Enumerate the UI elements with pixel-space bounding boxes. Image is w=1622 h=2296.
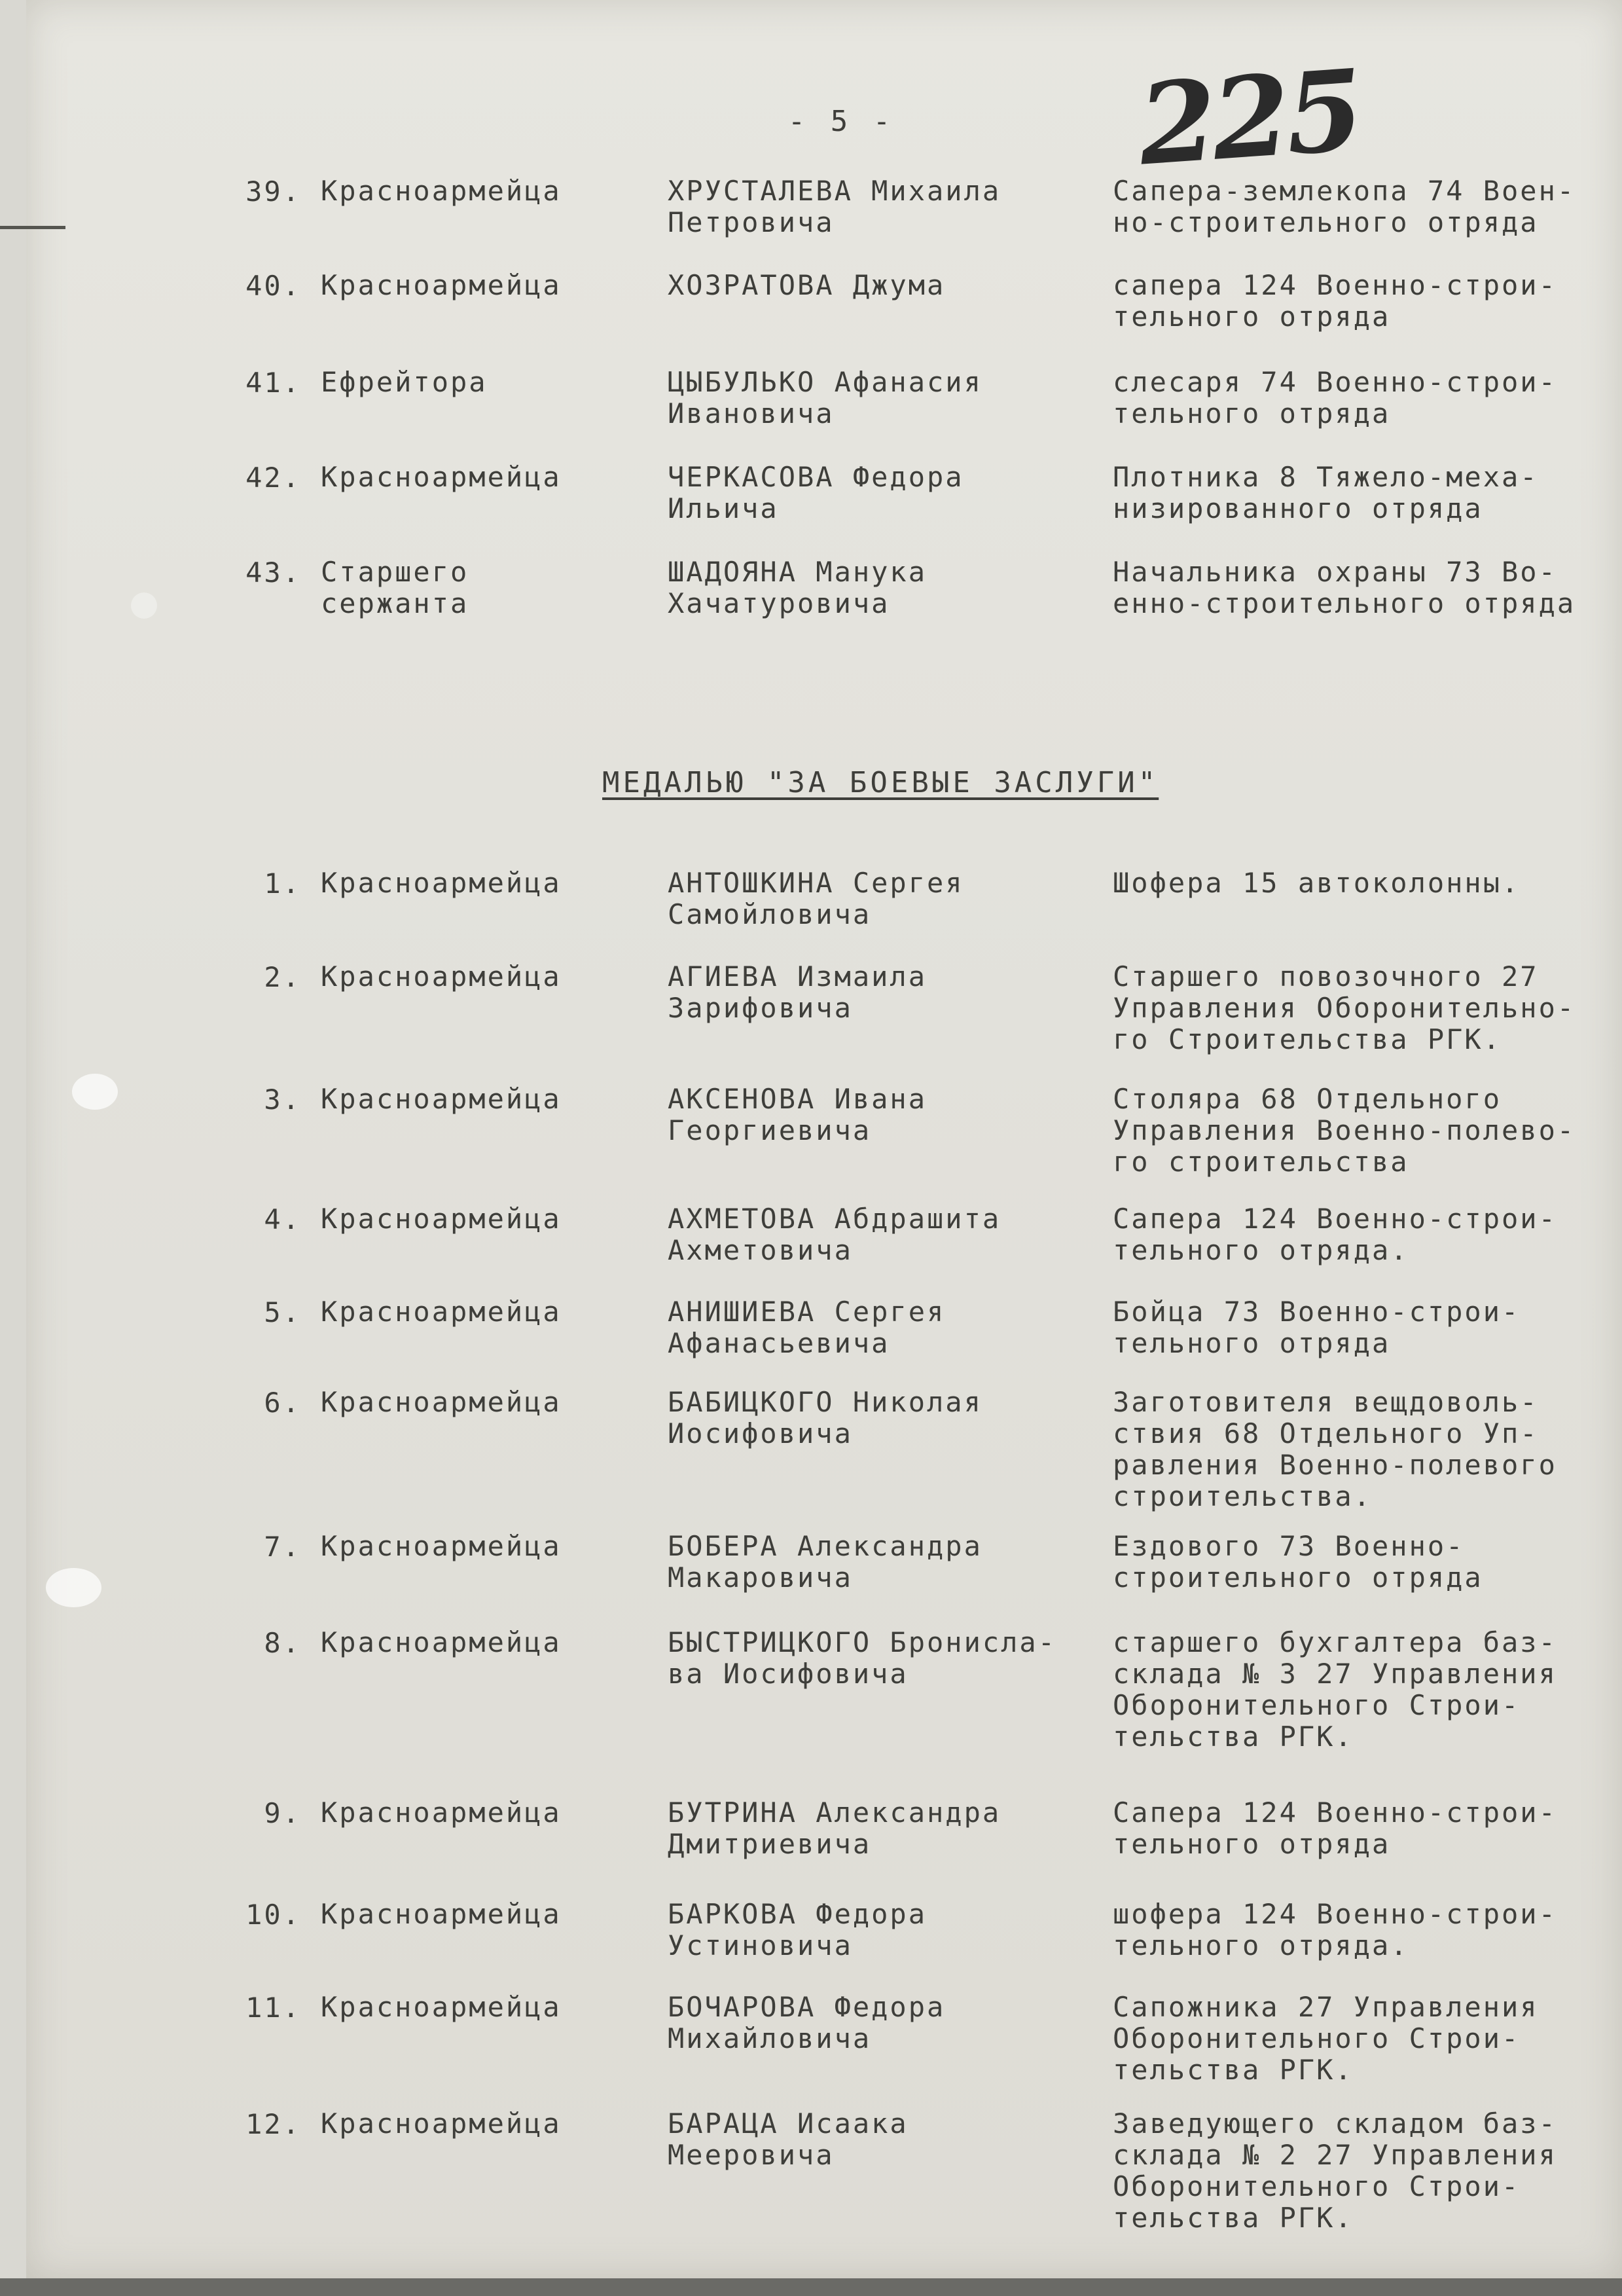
- margin-mark: [0, 226, 65, 229]
- entry-position: Ездового 73 Военно- строительного отряда: [1113, 1530, 1483, 1594]
- entry-number: 41.: [245, 367, 301, 399]
- entry-number: 12.: [245, 2108, 301, 2140]
- entry-position: Начальника охраны 73 Во- енно-строительного отряда: [1113, 556, 1576, 619]
- entry-position: Сапера-землекопа 74 Воен- но-строительного отряда: [1113, 175, 1576, 238]
- entry-name: БУТРИНА Александра Дмитриевича: [668, 1796, 1001, 1860]
- entry-number: 10.: [245, 1899, 301, 1931]
- entry-position: шофера 124 Военно-строи- тельного отряда.: [1113, 1898, 1557, 1961]
- entry-position: Заготовителя вещдоволь- ствия 68 Отдельного Уп- равления Военно-полевого строительства.: [1113, 1386, 1557, 1512]
- entry-rank: Красноармейца: [321, 1991, 562, 2023]
- scan-bottom-edge: [0, 2278, 1622, 2296]
- paper-damage-spot: [131, 592, 157, 619]
- entry-position: слесаря 74 Военно-строи- тельного отряда: [1113, 366, 1557, 429]
- entry-name: БЫСТРИЦКОГО Бронисла- ва Иосифовича: [668, 1626, 1057, 1690]
- entry-name: БАРКОВА Федора Устиновича: [668, 1898, 928, 1961]
- entry-name: ХРУСТАЛЕВА Михаила Петровича: [668, 175, 1001, 238]
- section-heading: МЕДАЛЬЮ "ЗА БОЕВЫЕ ЗАСЛУГИ": [602, 766, 1159, 799]
- entry-position: Шофера 15 автоколонны.: [1113, 867, 1521, 899]
- handwritten-sheet-number: 225: [1134, 45, 1364, 191]
- paper-damage-spot: [72, 1074, 118, 1110]
- entry-position: Сапера 124 Военно-строи- тельного отряда.: [1113, 1203, 1557, 1266]
- entry-position: сапера 124 Военно-строи- тельного отряда: [1113, 269, 1557, 333]
- entry-position: Бойца 73 Военно-строи- тельного отряда: [1113, 1296, 1521, 1359]
- entry-number: 2.: [264, 961, 301, 993]
- entry-name: АГИЕВА Измаила Зарифовича: [668, 960, 928, 1024]
- entry-position: Сапожника 27 Управления Оборонительного Строи- тельства РГК.: [1113, 1991, 1539, 2086]
- entry-rank: Красноармейца: [321, 1530, 562, 1562]
- entry-name: БАБИЦКОГО Николая Иосифовича: [668, 1386, 982, 1449]
- entry-name: ХОЗРАТОВА Джума: [668, 269, 946, 301]
- entry-name: ШАДОЯНА Манука Хачатуровича: [668, 556, 928, 619]
- entry-number: 1.: [264, 867, 301, 900]
- entry-number: 40.: [245, 270, 301, 302]
- entry-rank: Красноармейца: [321, 960, 562, 993]
- entry-position: Столяра 68 Отдельного Управления Военно-полево- го строительства: [1113, 1083, 1576, 1178]
- entry-position: старшего бухгалтера баз- склада № 3 27 Управления Оборонительного Строи- тельства РГК.: [1113, 1626, 1557, 1753]
- entry-rank: Красноармейца: [321, 1898, 562, 1930]
- entry-number: 11.: [245, 1992, 301, 2024]
- entry-rank: Красноармейца: [321, 1083, 562, 1115]
- entry-name: ЦЫБУЛЬКО Афанасия Ивановича: [668, 366, 982, 429]
- entry-rank: Красноармейца: [321, 867, 562, 899]
- entry-rank: Красноармейца: [321, 269, 562, 301]
- entry-position: Заведующего складом баз- склада № 2 27 Управления Оборонительного Строи- тельства РГК.: [1113, 2107, 1557, 2234]
- entry-position: Старшего повозочного 27 Управления Оборонительно- го Строительства РГК.: [1113, 960, 1576, 1055]
- entry-name: БОБЕРА Александра Макаровича: [668, 1530, 982, 1594]
- entry-name: ЧЕРКАСОВА Федора Ильича: [668, 461, 964, 524]
- paper-damage-spot: [46, 1568, 101, 1607]
- page-number: - 5 -: [787, 105, 895, 138]
- entry-number: 7.: [264, 1531, 301, 1563]
- entry-number: 8.: [264, 1627, 301, 1659]
- entry-number: 6.: [264, 1387, 301, 1419]
- entry-rank: Красноармейца: [321, 1386, 562, 1418]
- entry-position: Плотника 8 Тяжело-меха- низированного отряда: [1113, 461, 1539, 524]
- entry-rank: Красноармейца: [321, 1296, 562, 1328]
- entry-number: 3.: [264, 1084, 301, 1116]
- entry-name: АКСЕНОВА Ивана Георгиевича: [668, 1083, 928, 1146]
- entry-rank: Красноармейца: [321, 175, 562, 207]
- entry-number: 4.: [264, 1203, 301, 1235]
- entry-number: 43.: [245, 556, 301, 589]
- entry-rank: Красноармейца: [321, 1626, 562, 1658]
- entry-rank: Красноармейца: [321, 1203, 562, 1235]
- entry-rank: Ефрейтора: [321, 366, 488, 398]
- entry-number: 39.: [245, 175, 301, 208]
- entry-name: АНИШИЕВА Сергея Афанасьевича: [668, 1296, 946, 1359]
- entry-name: АНТОШКИНА Сергея Самойловича: [668, 867, 964, 930]
- entry-rank: Красноармейца: [321, 461, 562, 493]
- entry-name: БАРАЦА Исаака Мееровича: [668, 2107, 909, 2171]
- entry-name: БОЧАРОВА Федора Михайловича: [668, 1991, 946, 2054]
- entry-number: 42.: [245, 462, 301, 494]
- entry-number: 9.: [264, 1797, 301, 1829]
- entry-rank: Старшего сержанта: [321, 556, 469, 619]
- entry-number: 5.: [264, 1296, 301, 1328]
- entry-rank: Красноармейца: [321, 2107, 562, 2140]
- entry-position: Сапера 124 Военно-строи- тельного отряда: [1113, 1796, 1557, 1860]
- entry-name: АХМЕТОВА Абдрашита Ахметовича: [668, 1203, 1001, 1266]
- entry-rank: Красноармейца: [321, 1796, 562, 1829]
